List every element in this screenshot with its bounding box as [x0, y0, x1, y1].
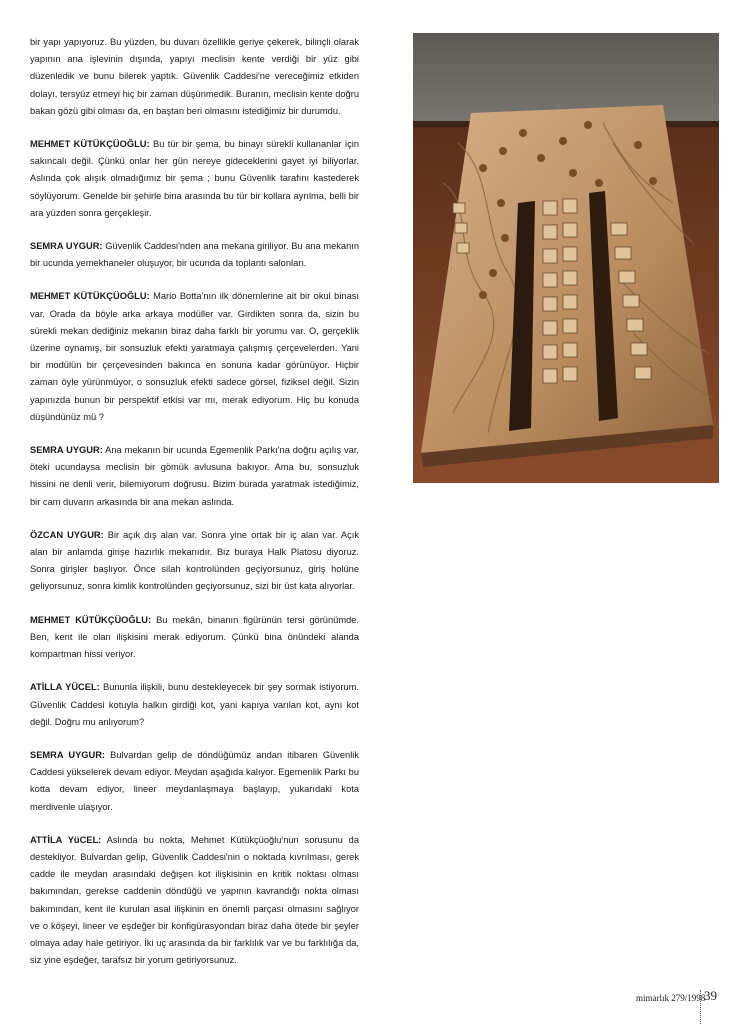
paragraph-text: Aslında bu nokta, Mehmet Kütükçüoğlu'nun sorusunu da destekliyor. Bulvardan gelip, Güvenlik Caddesi'nin o noktada kıvrılması, gerek cadde ile meydan arasındaki değişen kot ilişkisinin en kritik noktası olması bakımından, gerekse caddenin döndüğü ve yapının kavrandığı nokta olması bakımından, kent ile kurulan asal ilişkinin en önemli parçası olmasını sağlıyor ve o köşeyi, lineer ve eşdeğer bir konfigürasyondan biraz daha ötede bir şeyler olmaya aday hale getiriyor. İki uç arasında da bir farklılık var ve bu farklılığa da, siz yine eşdeğer, tarafsız bir yorum getiriyorsunuz. — [30, 834, 359, 966]
speaker-name: MEHMET KÜTÜKÇÜOĞLU: — [30, 291, 150, 302]
speaker-name: ATTİLA YüCEL: — [30, 834, 102, 845]
speaker-name: MEHMET KÜTÜKÇÜOĞLU: — [30, 614, 152, 625]
paragraph-text: Bulvardan gelip de döndüğümüz andan itibaren Güvenlik Caddesi yükselerek devam ediyor. Meydan aşağıda kalıyor. Egemenlik Parkı bu kotta devam ediyor, lineer meydanlaşmaya başlayıp, yukarıdaki kota merdivenle ulaşıyor. — [30, 749, 359, 812]
page-number-wrap — [704, 988, 717, 1004]
speaker-name: MEHMET KÜTÜKÇÜOĞLU: — [30, 139, 150, 150]
speaker-name: SEMRA UYGUR: — [30, 445, 103, 456]
paragraph-text: Bir açık dış alan var. Sonra yine ortak bir iç alan var. Açık alan bir anlamda girişe hazırlık mekanıdır. Biz buraya Halk Platosu diyoruz. Sonra girişler başlıyor. Önce silah kontrolünden geçiyorsunuz, giriş holüne geliyorsunuz, sonra kimlik kontrolünden geçiyorsunuz, sizi bir üst kata alıyorlar. — [30, 529, 359, 592]
page-folio — [636, 993, 705, 1003]
folio-divider — [700, 990, 702, 1024]
paragraph-text: Bu tür bir şema, bu binayı sürekli kullananlar için sakıncalı değil. Çünkü onlar her gün nereye gideceklerini gayet iyi biliyorlar. Aslında çok alışık olmadığımız bir şema ; bunu Güvenlik tarafını kastederek söylüyorum. Genelde bir şehirle bina arasında bu tür bir kollara ayrılma, belli bir ara yüzden sonra gerçekleşir. — [30, 139, 360, 218]
paragraph — [30, 238, 359, 272]
speaker-name: ÖZCAN UYGUR: — [30, 529, 104, 540]
paragraph-text: Bu mekân, binanın figürünün tersi görünümde. Ben, kent ile olan ilişkisini merak ediyorum. Çünkü bina önündeki alanda kompartman hissi veriyor. — [30, 614, 359, 660]
paragraph — [30, 612, 359, 664]
paragraph — [30, 442, 359, 511]
paragraph — [30, 288, 359, 426]
paragraph-text: Bununla ilişkili, bunu destekleyecek bir şey sormak istiyorum. Güvenlik Caddesi kotuyla halkın girdiği kot, yani kapıya varılan kot, aynı kot değil. Doğru mu anlıyorum? — [30, 682, 359, 727]
page-number: 39 — [704, 988, 717, 1003]
paragraph-text: Güvenlik Caddesi'nden ana mekana giriliyor. Bu ana mekanın bir ucunda yemekhaneler oluşuyor, bir ucunda da toplantı salonları. — [30, 241, 359, 269]
magazine-issue: mimarlık 279/1998 — [636, 993, 706, 1003]
paragraph — [30, 832, 359, 970]
speaker-name: SEMRA UYGUR: — [30, 749, 106, 760]
article-text-column — [30, 34, 359, 985]
paragraph — [30, 747, 359, 816]
paragraph-text: bir yapı yapıyoruz. Bu yüzden, bu duvarı özellikle geriye çekerek, bilinçli olarak yapının ana işlevinin dışında, yapıyı meclisin kente verdiği bir yüz gibi düzenledik ve bunu bilerek yaptık. Güvenlik Caddesi'ne vereceğimiz etkiden dolayı, tersyüz etmeyi hiç bir zaman düşünmedik. Buranın, meclisin kente doğru bakan gözü gibi olması da, en baştan beri olmasını istediğimiz bir durumdu. — [30, 37, 359, 116]
speaker-name: ATİLLA YÜCEL: — [30, 682, 100, 693]
paragraph-text: Ana mekanın bir ucunda Egemenlik Parkı'na doğru açılış var, öteki ucundaysa meclisin bir gömük avlusuna bakıyor. Ama bu, sonsuzluk hissini ne denli verir, bilemiyorum doğrusu. Bizim burada yaratmak istediğimiz, bir cam duvarın arkasında bir ana mekan aslında. — [30, 445, 359, 507]
paragraph — [30, 136, 359, 222]
paragraph-text: Mario Botta'nın ilk dönemlerine ait bir okul binası var. Orada da böyle arka arkaya modüller var. Girdikten sonra da, sizin bu sürekli mekan dediğiniz mekanın biraz daha farklı bir yorumu var. O, gerçeklik üzerine oynamış, bir sonsuzluk efekti yaratmaya çalışmış çerçevelerden. Yani bir modülün bir çerçevesinden bakınca en sonuna kadar görünüyor. Hiçbir zaman öyle yürünmüyor, o sonsuzluk efekti sadece görsel, fiziksel değil. Sizin yapınızda bunun bir perspektif etkisi var mı, merak ediyorum. Hiç bu konuda düşündünüz mü ? — [30, 291, 359, 422]
architectural-model-photo — [413, 33, 719, 483]
paragraph — [30, 527, 359, 596]
paragraph — [30, 679, 359, 731]
paragraph — [30, 34, 359, 120]
speaker-name: SEMRA UYGUR: — [30, 241, 103, 252]
